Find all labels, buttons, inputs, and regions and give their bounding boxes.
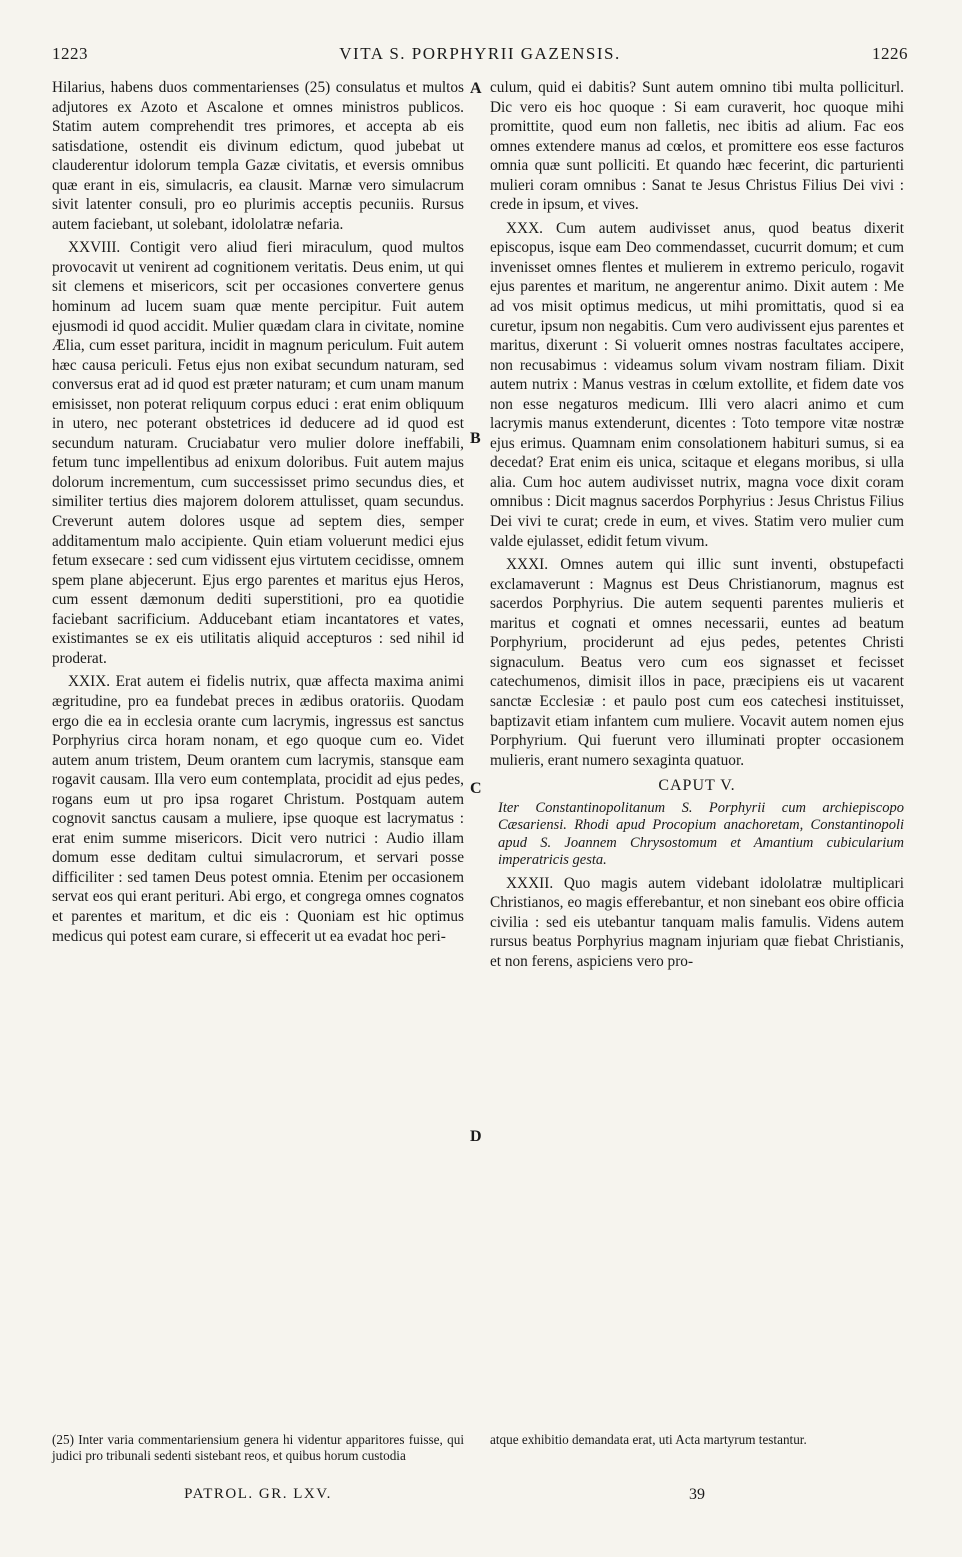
right-column: [490, 78, 904, 971]
margin-marker-c: C: [470, 780, 482, 797]
paragraph: culum, quid ei dabitis? Sunt autem omnino tibi multa polliciturl. Dic vero eis hoc quoque : Si eam curaverit, hoc quoque mihi promittite, quod eum non falletis, nec ibitis ad alium. Fac eos omnes extendere manus ad cœlos, et promittere eos esse facturos omnia quæ sunt polliciti. Et quando hæc fecerint, dic parturienti mulieri coram omnibus : Sanat te Jesus Christus Filius Dei vivi : crede in ipsum, et vives.: [490, 79, 904, 214]
margin-marker-d: D: [470, 1128, 482, 1145]
paragraph: XXXI. Omnes autem qui illic sunt inventi, obstupefacti exclamaverunt : Magnus est Deus Christianorum, magnus est sacerdos Porphyrius. Die autem sequenti parentes mulieris et maritus et cognati et omnes necessarii, euntes ad beatum Porphyrium, prociderunt ad ejus pedes, petentes Christi signaculum. Beatus vero cum eos signasset et fecisset catechumenos, dimisit illos in pace, præcipiens eis ut vacarent sanctæ Ecclesiæ : et paulo post cum eos catechesi instituisset, baptizavit etiam infantem cum muliere. Vocavit autem nomen ejus Porphyrium. Qui fuerunt vero illuminati propter occasionem mulieris, erant numero sexaginta quatuor.: [490, 556, 904, 769]
paragraph: XXX. Cum autem audivisset anus, quod beatus dixerit episcopus, isque eam Deo commendasset, cucurrit domum; et cum invenisset omnes flentes et mulierem in extremo periculo, rogavit ejus parentes et maritum, ne angerentur animo. Dixit autem : Me ad vos misit optimus medicus, ut mihi promittatis, quod si ea curetur, ipsum non negabitis. Cum vero audivissent ejus parentes et maritus, dixerunt : Si voluerit omnes nostras facultates accipere, non recusabimus : videamus solum vivam nostram filiam. Dixit autem nutrix : Manus vestras in cœlum extollite, et fidem date vos non esse negaturos medicum. Illi vero alacri animo et cum lacrymis manus extenderunt, dicentes : Toto tempore vitæ nostræ ejus erimus. Quamnam enim consolationem habituri sumus, si ea decedat? Erat enim eis unica, scitaque et elegans moribus, si ulla alia. Cum hoc autem audivisset nutrix, magna voce dixit coram omnibus : Dicit magnus sacerdos Porphyrius : Jesus Christus Filius Dei vivi te curat; crede in eum, et vives. Statim vero mulier cum valde ejulasset, edidit fetum vivum.: [490, 219, 904, 550]
chapter-summary: Iter Constantinopolitanum S. Porphyrii cum archiepiscopo Cæsariensi. Rhodi apud Procopium anachoretam, Constantinopoli apud S. Joannem Chrysostomum et Amantium cubicularium imperatricis gesta.: [498, 799, 904, 869]
footnote-right: atque exhibitio demandata erat, uti Acta martyrum testantur.: [490, 1432, 807, 1447]
header-right-column-number: 1226: [872, 44, 908, 63]
paragraph: Hilarius, habens duos commentarienses (25) consulatus et multos adjutores ex Azoto et Ascalone et omnes ministros publicos. Statim autem comprehendit tres primores, et accepta ab eis satisdatione, ostendit eis divinum edictum, quod jubebat ut clauderentur idolorum templa Gazæ civitatis, et eversis omnibus quæ erant in eis, simulacris, ea clausit. Marnæ vero simulacrum sivit latenter consuli, pro eo plurimis acceptis pecuniis. Rursus autem faciebant, ut solebant, idololatræ nefaria.: [52, 79, 464, 233]
chapter-heading: CAPUT V.: [658, 777, 736, 795]
header-title: VITA S. PORPHYRII GAZENSIS.: [339, 44, 621, 63]
footnote-left: (25) Inter varia commentariensium genera hi videntur apparitores fuisse, qui judici pro tribunali sedenti sistebant reos, et quibus horum custodia: [52, 1432, 464, 1463]
left-column: [52, 78, 464, 946]
series-footer: PATROL. GR. LXV.: [184, 1486, 332, 1502]
paragraph: XXXII. Quo magis autem videbant idololatræ multiplicari Christianos, eo magis efferebantur, et non sinebant eos obire officia civilia : sed eis utebantur tanquam malis famulis. Videns autem rursus beatus Porphyrius magnam injuriam quæ fiebat Christianis, et non ferens, aspiciens vero pro-: [490, 874, 904, 970]
page-number: 39: [689, 1486, 705, 1503]
paragraph: XXIX. Erat autem ei fidelis nutrix, quæ affecta maxima animi ægritudine, pro ea fundebat preces in ædibus oratoriis. Quodam ergo die ea in ecclesia orante cum lacrymis, ingressus est sanctus Porphyrius circa horam nonam, et ego quoque cum eo. Videt autem anum tristem, Deum orantem cum lacrymis, stansque eam rogavit causam. Illa vero eum contemplata, procidit ad ejus pedes, rogans eum ut pro ipsa rogaret Christum. Postquam autem cognovit sanctus causam a muliere, ipse quoque est lacrymatus : erat enim summe misericors. Dicit vero nutrici : Audio illam domum esse deditam cultui simulacrorum, et servari posse difficiliter : sed tamen Deus potest omnia. Etenim per occasionem servat eos qui erant perituri. Abi ergo, et congrega omnes cognatos et parentes et maritum, et dic eis : Quoniam est hic optimus medicus qui potest eam curare, si effecerit ut ea evadat hoc peri-: [52, 673, 464, 945]
header-left-column-number: 1223: [52, 44, 88, 63]
margin-marker-b: B: [470, 430, 481, 447]
margin-marker-a: A: [470, 80, 482, 97]
running-header: [52, 44, 908, 68]
paragraph: XXVIII. Contigit vero aliud fieri miraculum, quod multos provocavit ut venirent ad cognitionem veritatis. Deus enim, ut qui sit clemens et misericors, scit per occasiones convertere genus hominum ad lucem suam quæ mente percipitur. Fuit autem ejusmodi id quod accidit. Mulier quædam clara in civitate, nomine Ælia, cum esset paritura, incidit in magnum periculum. Fuit autem hæc causa periculi. Fetus ejus non exibat secundum naturam, sed conversus erat ad id quod est præter naturam; et cum unam manum emisisset, non poterat reliquum corpus educi : erat enim obliquum in utero, nec poterant obstetrices id deducere ad id quod est secundum naturam. Cruciabatur vero mulier dolore ineffabili, fetum tunc impellentibus ad enixum doloribus. Fuit autem majus dolorum incrementum, cum successisset primo secundus dies, et similiter tertius dies majorem dolorem attulisset, quam secundus. Creverunt autem dolores usque ad septem dies, semper additamentum malo accipiente. Quin etiam voluerunt medici ejus fetum exsecare : sed cum vidissent ejus virtutem cecidisse, omnem spem plane abjecerunt. Ejus ergo parentes et maritus ejus Heros, cum essent dæmonum dediti superstitioni, pro ea quotidie faciebant sacrificium. Adducebant etiam incantatores et vates, existimantes se ex eis utilitatis aliquid accepturos : sed nihil id proderat.: [52, 239, 464, 667]
